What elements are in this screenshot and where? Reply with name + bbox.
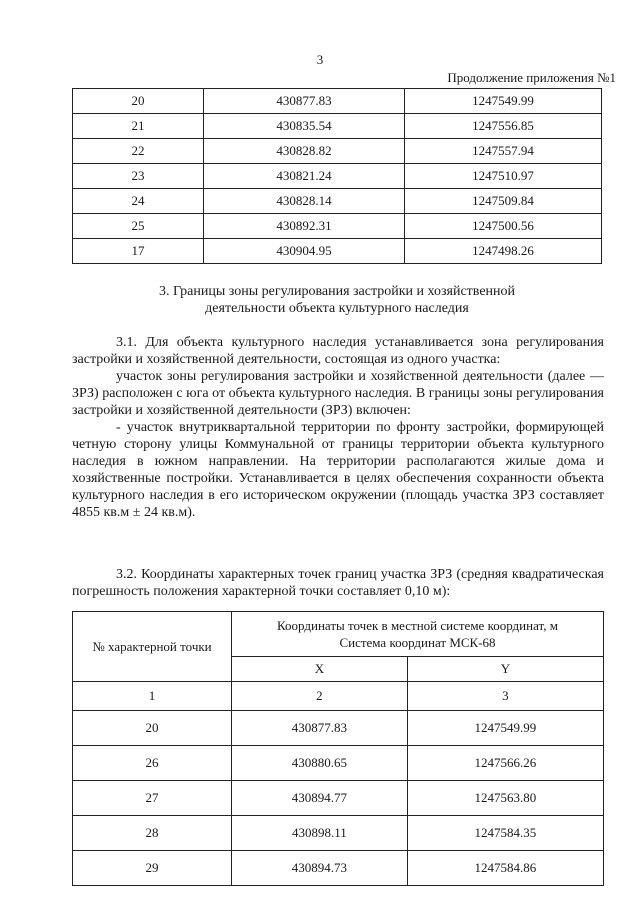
point-number-cell: 24	[73, 189, 204, 214]
x-coordinate-cell: 430821.24	[204, 164, 405, 189]
paragraph-dash-item: - участок внутриквартальной территории по фронту застройки, формирующей четную сторону улицы Коммунальной от границы территории объекта культурного наследия в южном направлении. На территории располагаются жилые дома и хозяйственные постройки. Устанавливается в целях обеспечения сохранности объекта культурного наследия в его историческом окружении (площадь участка ЗРЗ составляет 4855 кв.м ± 24 кв.м).	[72, 420, 604, 520]
table-row	[73, 114, 602, 139]
point-number-cell: 29	[73, 851, 232, 886]
x-coordinate-cell: 430898.11	[232, 816, 408, 851]
section-body	[72, 334, 604, 521]
x-coordinate-cell: 430892.31	[204, 214, 405, 239]
point-number-cell: 20	[73, 89, 204, 114]
x-coordinate-cell: 430828.82	[204, 139, 405, 164]
y-coordinate-cell: 1247556.85	[405, 114, 602, 139]
table-row	[73, 214, 602, 239]
y-coordinate-cell: 1247498.26	[405, 239, 602, 264]
y-coordinate-cell: 1247566.26	[407, 746, 603, 781]
x-coordinate-cell: 430904.95	[204, 239, 405, 264]
x-coordinate-cell: 430894.77	[232, 781, 408, 816]
coordinates-header-line: Координаты точек в местной системе координат, м	[277, 618, 558, 633]
y-coordinate-cell: 1247563.80	[407, 781, 603, 816]
section-heading-line: 3. Границы зоны регулирования застройки и хозяйственной	[158, 284, 516, 299]
point-number-cell: 28	[73, 816, 232, 851]
point-number-cell: 20	[73, 711, 232, 746]
point-number-cell: 21	[73, 114, 204, 139]
column-index-cell: 3	[407, 682, 603, 711]
column-index-row	[73, 682, 604, 711]
y-coordinate-cell: 1247584.86	[407, 851, 603, 886]
table-row	[73, 781, 604, 816]
y-coordinate-cell: 1247549.99	[405, 89, 602, 114]
y-coordinate-cell: 1247510.97	[405, 164, 602, 189]
x-coordinate-cell: 430877.83	[204, 89, 405, 114]
column-header-x: X	[232, 657, 408, 682]
section-body-2	[72, 566, 604, 600]
paragraph-area: участок зоны регулирования застройки и хозяйственной деятельности (далее — ЗРЗ) расположен с юга от объекта культурного наследия. В границы зоны регулирования застройки и хозяйственной деятельности (ЗРЗ) включен:	[72, 369, 604, 418]
point-number-cell: 17	[73, 239, 204, 264]
table-row	[73, 189, 602, 214]
coordinates-header-line: Система координат МСК-68	[339, 635, 496, 650]
x-coordinate-cell: 430828.14	[204, 189, 405, 214]
column-index-cell: 2	[232, 682, 408, 711]
point-number-cell: 25	[73, 214, 204, 239]
section-heading-line: деятельности объекта культурного наследия	[205, 301, 469, 316]
section-heading	[72, 283, 602, 317]
table-row	[73, 746, 604, 781]
appendix-note: Продолжение приложения №1	[447, 70, 616, 85]
x-coordinate-cell: 430835.54	[204, 114, 405, 139]
y-coordinate-cell: 1247584.35	[407, 816, 603, 851]
table-row	[73, 711, 604, 746]
point-number-cell: 26	[73, 746, 232, 781]
coordinates-table	[72, 611, 604, 886]
y-coordinate-cell: 1247549.99	[407, 711, 603, 746]
column-header-point-number: № характерной точки	[73, 612, 232, 682]
table-row	[73, 239, 602, 264]
point-number-cell: 23	[73, 164, 204, 189]
table-row	[73, 164, 602, 189]
x-coordinate-cell: 430894.73	[232, 851, 408, 886]
x-coordinate-cell: 430877.83	[232, 711, 408, 746]
point-number-cell: 27	[73, 781, 232, 816]
y-coordinate-cell: 1247500.56	[405, 214, 602, 239]
table-row	[73, 89, 602, 114]
point-number-cell: 22	[73, 139, 204, 164]
table-row	[73, 139, 602, 164]
y-coordinate-cell: 1247509.84	[405, 189, 602, 214]
coordinates-table-continued	[72, 88, 602, 264]
y-coordinate-cell: 1247557.94	[405, 139, 602, 164]
page-number: 3	[316, 52, 324, 67]
x-coordinate-cell: 430880.65	[232, 746, 408, 781]
column-index-cell: 1	[73, 682, 232, 711]
column-header-y: Y	[407, 657, 603, 682]
column-header-coordinates	[232, 612, 604, 657]
table-row	[73, 851, 604, 886]
table-row	[73, 816, 604, 851]
paragraph-3-2: 3.2. Координаты характерных точек границ участка ЗРЗ (средняя квадратическая погрешность положения характерной точки составляет 0,10 м):	[72, 567, 604, 599]
paragraph-3-1: 3.1. Для объекта культурного наследия устанавливается зона регулирования застройки и хозяйственной деятельности, состоящая из одного участка:	[72, 335, 604, 367]
